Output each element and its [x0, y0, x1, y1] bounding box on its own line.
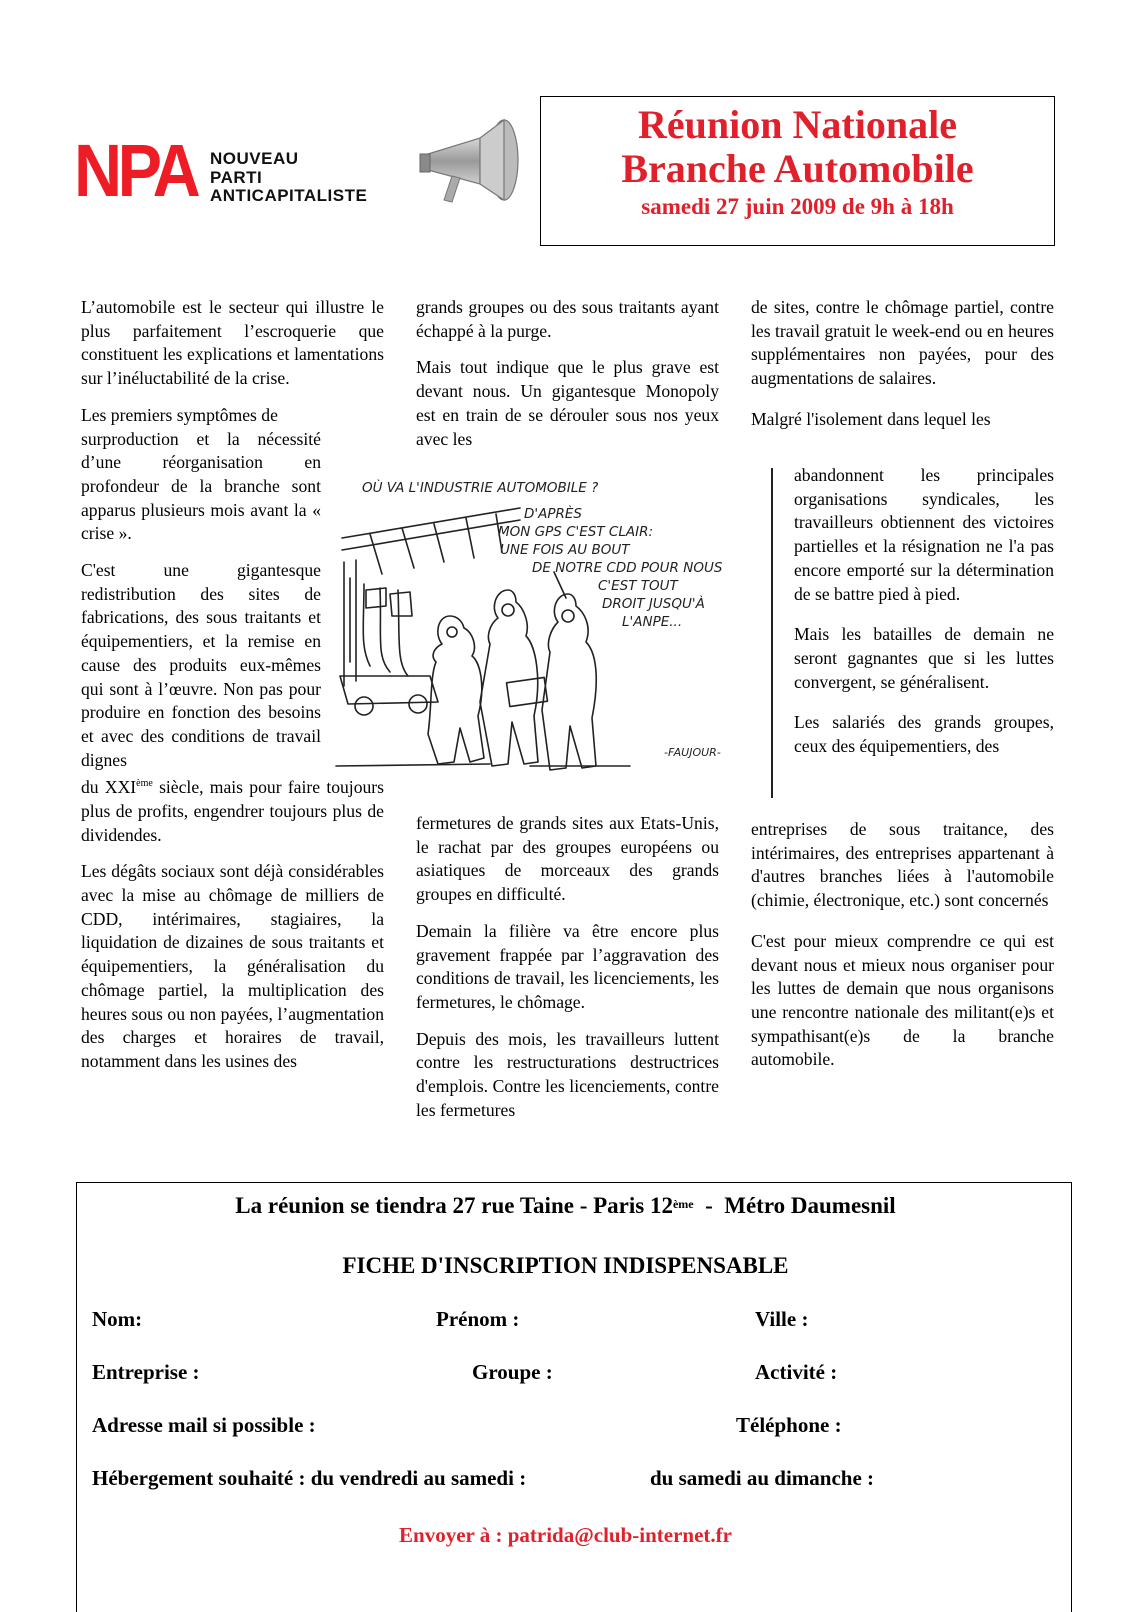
paragraph: Les premiers symptômes de — [81, 404, 278, 425]
article-column-3-top — [751, 296, 1054, 445]
registration-heading: FICHE D'INSCRIPTION INDISPENSABLE — [342, 1253, 789, 1278]
paragraph: Les dégâts sociaux sont déjà considérables avec la mise au chômage de milliers de CDD, intérimaires, stagiaires, la liquidation de dizaines de sous traitants et équipementiers, la généralisation du chômage partiel, la multiplication des heures sous ou non payées, l’augmentation des charges et horaires de travail, notamment dans les usines des — [81, 861, 384, 1071]
groupe-field-label: Groupe : — [472, 1360, 553, 1384]
paragraph: Mais tout indique que le plus grave est devant nous. Un gigantesque Monopoly est en train de se dérouler sous nos yeux avec les — [416, 357, 719, 449]
article-column-2-top — [416, 296, 719, 464]
paragraph: fermetures de grands sites aux Etats-Unis, le rachat par des groupes européens ou asiatiques de morceaux des grands groupes en difficulté. — [416, 813, 719, 905]
event-title-line2: Branche Automobile — [621, 146, 974, 191]
text-run: - Métro Daumesnil — [693, 1193, 896, 1218]
article-column-3-indented — [794, 434, 1054, 759]
event-date: samedi 27 juin 2009 de 9h à 18h — [641, 194, 954, 219]
paragraph: Mais les batailles de demain ne seront gagnantes que si les luttes convergent, se généralisent. — [794, 624, 1054, 692]
paragraph: Les salariés des grands groupes, ceux des équipementiers, des — [794, 712, 1054, 757]
paragraph: Demain la filière va être encore plus gravement frappée par l’aggravation des conditions de travail, les licenciements, les fermetures, le chômage. — [416, 920, 719, 1012]
party-name-line3: ANTICAPITALISTE — [210, 186, 368, 205]
venue-info — [0, 1192, 1131, 1220]
article-column-3-bottom — [751, 818, 1054, 1085]
activite-field-label: Activité : — [755, 1360, 838, 1384]
superscript: ème — [136, 778, 153, 790]
paragraph: de sites, contre le chômage partiel, contre les travail gratuit le week-end ou en heures supplémentaires non payées, pour des augmentations de salaires. — [751, 297, 1054, 389]
text-run: La réunion se tiendra 27 rue Taine - Paris 12 — [235, 1193, 673, 1218]
bubble-line: DE NOTRE CDD POUR NOUS — [532, 560, 723, 576]
column-divider — [771, 468, 773, 798]
paragraph: C'est une gigantesque redistribution des sites de fabrications, des sous traitants et équipementiers, et la remise en cause des produits eux-mêmes qui sont à l’œuvre. Non pas pour produire en fonction des besoins et avec des conditions de travail dignes — [81, 560, 321, 770]
npa-logo: NPA — [74, 129, 197, 212]
samedi-dimanche-label: du samedi au dimanche : — [650, 1466, 875, 1490]
entreprise-field-label: Entreprise : — [92, 1360, 200, 1384]
text-run: du XXI — [81, 777, 137, 798]
paragraph: L’automobile est le secteur qui illustre le plus parfaitement l’escroquerie que constituent les explications et lamentations sur l’inéluctabilité de la crise. — [81, 297, 384, 389]
hebergement-field-label: Hébergement souhaité : du vendredi au samedi : — [92, 1466, 527, 1490]
paragraph: surproduction et la nécessité d’une réorganisation en profondeur de la branche sont apparus plusieurs mois avant la « crise ». — [81, 428, 321, 544]
prenom-field-label: Prénom : — [436, 1307, 520, 1331]
paragraph: C'est pour mieux comprendre ce qui est devant nous et mieux nous organiser pour les luttes de demain que nous organisons une rencontre nationale des militant(e)s et sympathisant(e)s de la branche automobile. — [751, 930, 1054, 1070]
party-name — [210, 150, 367, 206]
bubble-line: C'EST TOUT — [598, 578, 678, 594]
bubble-line: L'ANPE... — [622, 614, 683, 630]
party-name-line2: PARTI — [210, 167, 263, 187]
email-field-label: Adresse mail si possible : — [92, 1413, 316, 1437]
cartoon-caption: OÙ VA L'INDUSTRIE AUTOMOBILE ? — [362, 480, 599, 496]
paragraph: abandonnent les principales organisations syndicales, les travailleurs obtiennent des victoires partielles et la résignation ne l'a pas encore emporté sur la détermination de se battre pied à pied. — [794, 465, 1054, 604]
paragraph: grands groupes ou des sous traitants ayant échappé à la purge. — [416, 297, 719, 341]
event-title-line1: Réunion Nationale — [638, 102, 957, 147]
nom-field-label: Nom: — [92, 1307, 143, 1331]
bubble-line: UNE FOIS AU BOUT — [500, 542, 630, 558]
paragraph: Malgré l'isolement dans lequel les — [751, 408, 991, 429]
cartoon-signature: -FAUJOUR- — [664, 746, 721, 759]
paragraph: entreprises de sous traitance, des intérimaires, des entreprises appartenant à d'autres branches liées à l'automobile (chimie, électronique, etc.) sont concernés — [751, 819, 1054, 911]
telephone-field-label: Téléphone : — [736, 1413, 842, 1437]
paragraph: Depuis des mois, les travailleurs luttent contre les restructurations destructrices d'emplois. Contre les licenciements, contre les fermetures — [416, 1028, 719, 1120]
bubble-line: DROIT JUSQU'À — [602, 596, 705, 612]
superscript: ème — [672, 1197, 694, 1211]
send-to-email[interactable]: Envoyer à : patrida@club-internet.fr — [399, 1523, 732, 1547]
article-column-2-bottom — [416, 812, 719, 1135]
bubble-line: MON GPS C'EST CLAIR: — [498, 524, 653, 540]
ville-field-label: Ville : — [755, 1307, 809, 1331]
bubble-line: D'APRÈS — [524, 506, 582, 522]
text-run: siècle, mais pour faire toujours plus de profits, engendrer toujours plus de dividendes. — [81, 777, 384, 845]
event-title-box — [540, 96, 1055, 246]
megaphone-icon — [418, 116, 528, 216]
cartoon-illustration — [330, 466, 762, 808]
party-name-line1: NOUVEAU — [210, 149, 299, 168]
